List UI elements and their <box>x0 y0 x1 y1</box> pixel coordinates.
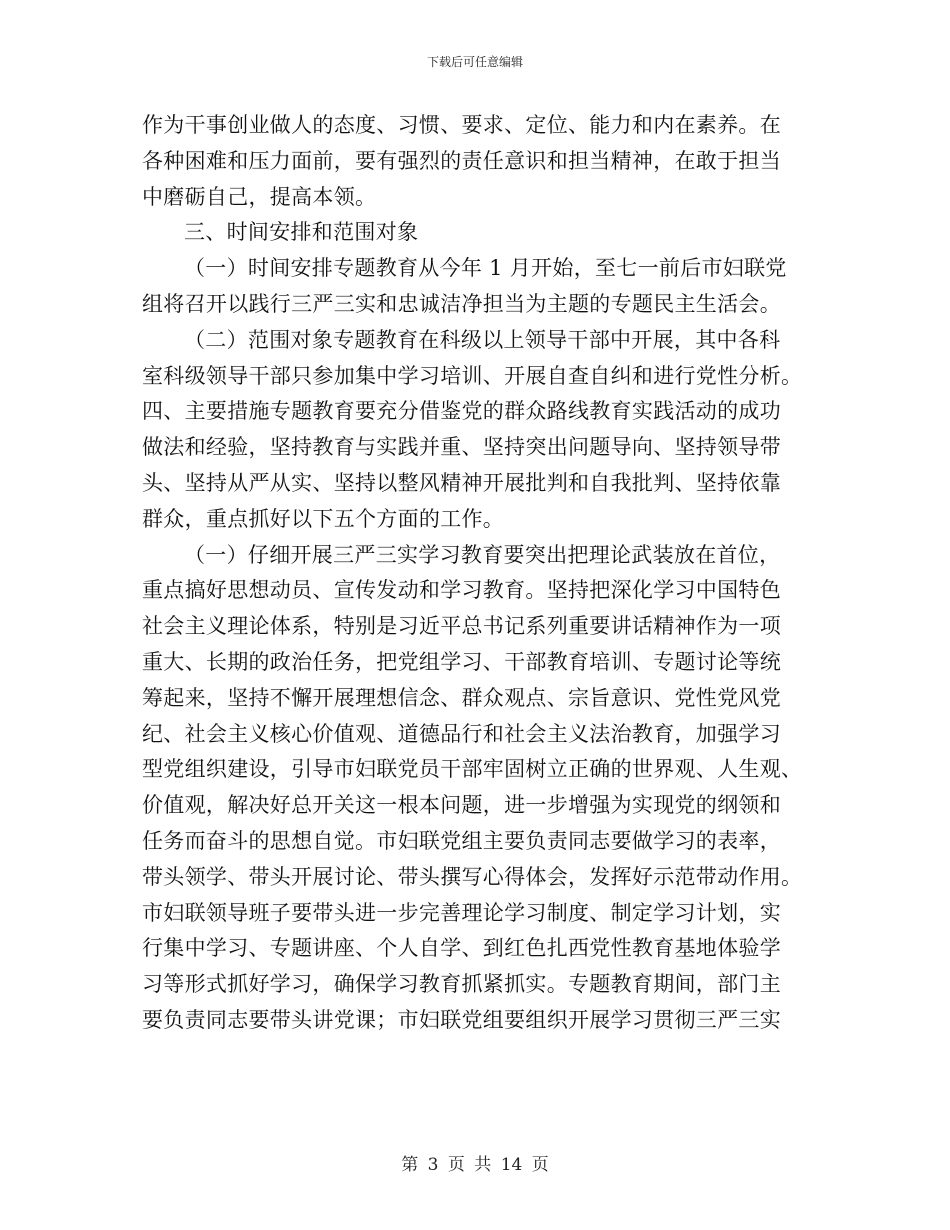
text-line: 重大、长期的政治任务，把党组学习、干部教育培训、专题讨论等统 <box>142 649 781 674</box>
text-line: 要负责同志要带头讲党课；市妇联党组要组织开展学习贯彻三严三实 <box>142 1007 781 1032</box>
text-line: 各种困难和压力面前，要有强烈的责任意识和担当精神，在敢于担当 <box>142 148 781 173</box>
text-line: 室科级领导干部只参加集中学习培训、开展自查自纠和进行党性分析。 <box>142 363 803 388</box>
text-line: 重点搞好思想动员、宣传发动和学习教育。坚持把深化学习中国特色 <box>142 578 781 603</box>
text-line: 社会主义理论体系，特别是习近平总书记系列重要讲话精神作为一项 <box>142 614 781 639</box>
text-line: 价值观，解决好总开关这一根本问题，进一步增强为实现党的纲领和 <box>142 793 781 818</box>
text-line: 四、主要措施专题教育要充分借鉴党的群众路线教育实践活动的成功 <box>142 399 781 424</box>
page-number: 第 3 页 共 14 页 <box>401 1155 549 1175</box>
text-line: 习等形式抓好学习，确保学习教育抓紧抓实。专题教育期间，部门主 <box>142 972 781 997</box>
document-body <box>142 108 814 1039</box>
text-line: 纪、社会主义核心价值观、道德品行和社会主义法治教育，加强学习 <box>142 721 781 746</box>
text-line: （一）时间安排专题教育从今年 1 月开始，至七一前后市妇联党 <box>184 256 787 281</box>
text-line: 组将召开以践行三严三实和忠诚洁净担当为主题的专题民主生活会。 <box>142 291 781 316</box>
text-line: 中磨砺自己，提高本领。 <box>142 184 377 209</box>
text-line: 筹起来，坚持不懈开展理想信念、群众观点、宗旨意识、党性党风党 <box>142 685 781 710</box>
page-header-note: 下载后可任意编辑 <box>426 55 523 69</box>
text-line: 型党组织建设，引导市妇联党员干部牢固树立正确的世界观、人生观、 <box>142 757 803 782</box>
section-heading: 三、时间安排和范围对象 <box>184 220 419 245</box>
text-line: 做法和经验，坚持教育与实践并重、坚持突出问题导向、坚持领导带 <box>142 435 781 460</box>
text-line: 作为干事创业做人的态度、习惯、要求、定位、能力和内在素养。在 <box>142 113 781 137</box>
text-line: 带头领学、带头开展讨论、带头撰写心得体会，发挥好示范带动作用。 <box>142 864 803 889</box>
text-line: 群众，重点抓好以下五个方面的工作。 <box>142 506 505 531</box>
text-line: 行集中学习、专题讲座、个人自学、到红色扎西党性教育基地体验学 <box>142 936 781 961</box>
text-line: 头、坚持从严从实、坚持以整风精神开展批判和自我批判、坚持依靠 <box>142 470 781 495</box>
text-line: 任务而奋斗的思想自觉。市妇联党组主要负责同志要做学习的表率， <box>142 828 781 853</box>
text-line: （一）仔细开展三严三实学习教育要突出把理论武装放在首位， <box>184 542 781 567</box>
text-line: 市妇联领导班子要带头进一步完善理论学习制度、制定学习计划，实 <box>142 900 781 925</box>
text-line: （二）范围对象专题教育在科级以上领导干部中开展，其中各科 <box>184 327 781 352</box>
